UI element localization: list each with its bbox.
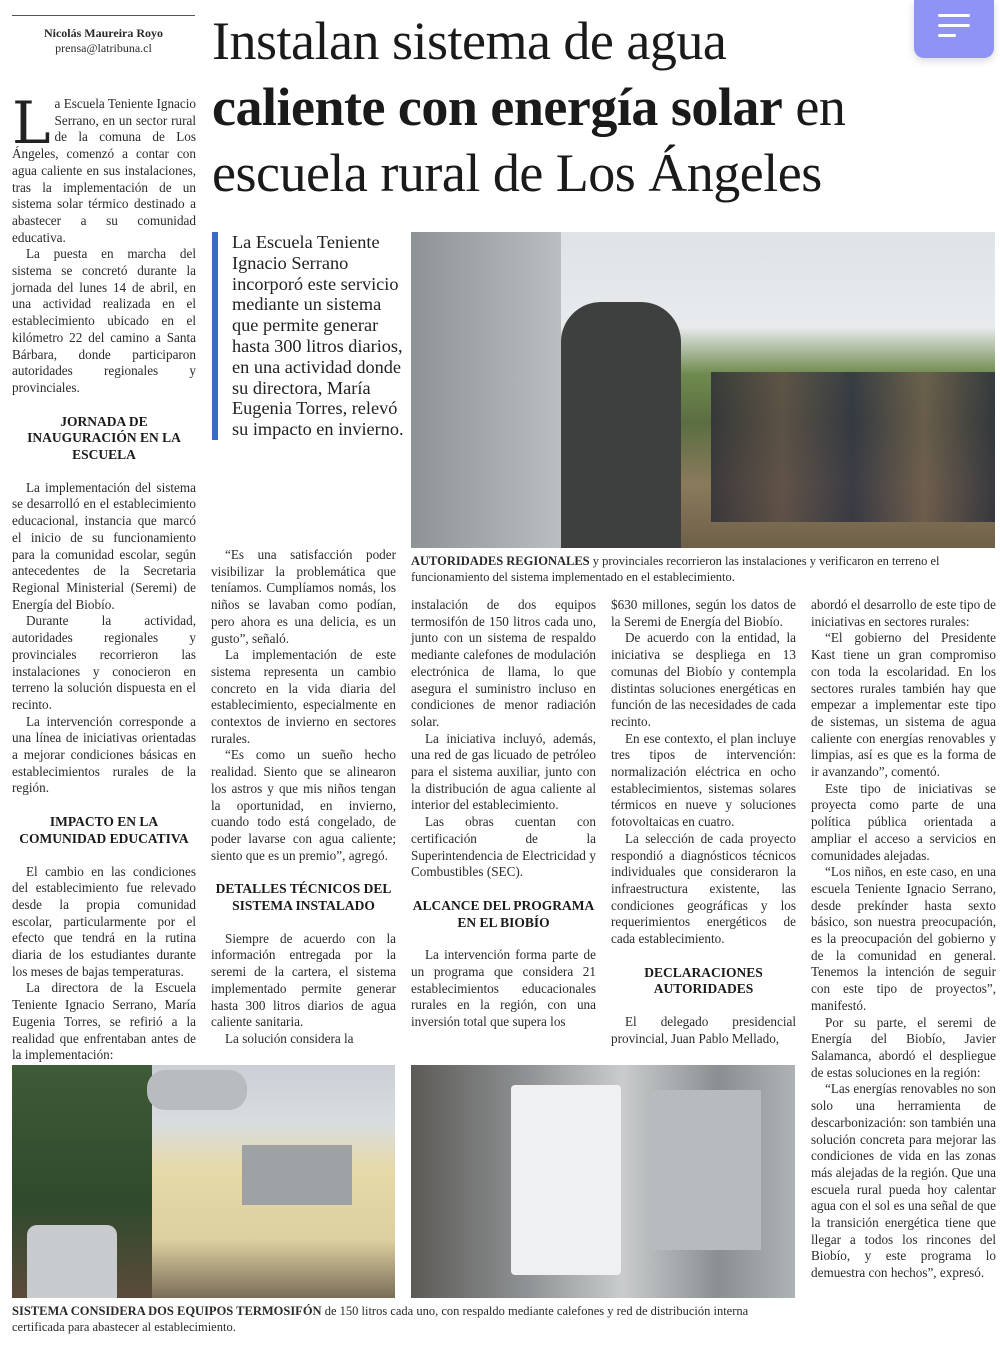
photo-heater-cabinet xyxy=(411,1065,795,1298)
hamburger-menu-icon-line xyxy=(938,34,956,37)
paragraph: La iniciativa incluyó, además, una red de gas licuado de petróleo para el sistema auxiliar, junto con la distribución de agua caliente al interior del establecimiento. xyxy=(411,730,596,813)
paragraph: De acuerdo con la entidad, la iniciativa se despliega en 13 comunas del Biobío y contempla distintas soluciones energéticas en función de las necesidades de cada recinto. xyxy=(611,630,796,729)
paragraph: La implementación del sistema se desarrolló en el establecimiento educacional, instancia que marcó el inicio de su funcionamiento para la comunidad escolar, según antecedentes de la Secretaria Regional Ministerial (Seremi) de Energía del Biobío. xyxy=(12,479,196,612)
author-name: Nicolás Maureira Royo xyxy=(43,26,164,40)
paragraph: La solución considera la xyxy=(225,1030,354,1046)
paragraph: La implementación de este sistema representa un cambio concreto en la vida diaria del establecimiento, especialmente en contextos de invierno en sectores rurales. xyxy=(211,647,396,746)
photo-authorities-inspection xyxy=(411,232,995,548)
person-figure xyxy=(561,302,681,548)
paragraph: La Escuela Teniente Ignacio Serrano, en un sector rural de la comuna de Los Ángeles, comenzó a contar con agua caliente en sus instalaciones, tras la implementación de un sistema solar térmico destinado a abastecer a su comunidad educativa. xyxy=(12,89,196,245)
photo-caption-top: AUTORIDADES REGIONALES y provinciales recorrieron las instalaciones y verificaron en terreno el funcionamiento del sistema implementado en el establecimiento. xyxy=(411,554,940,584)
headline-line-1: Instalan sistema de agua xyxy=(212,11,727,71)
subheading: IMPACTO EN LA COMUNIDAD EDUCATIVA xyxy=(19,814,189,846)
electrical-cabinet xyxy=(411,232,561,548)
headline xyxy=(212,8,992,206)
paragraph: La puesta en marcha del sistema se concretó durante la jornada del lunes 14 de abril, en una actividad realizada en el establecimiento ubicado en el kilómetro 22 del camino a Santa Bárbara, donde participaron autoridades regionales y provinciales. xyxy=(12,246,196,395)
author-email[interactable]: prensa@latribuna.cl xyxy=(55,41,152,55)
paragraph: La selección de cada proyecto respondió a diagnósticos técnicos individuales que consideraron la infraestructura existente, las condiciones geográficas y los requerimientos energéticos de cada establecimiento. xyxy=(611,830,796,947)
headline-line-3: escuela rural de Los Ángeles xyxy=(212,143,822,203)
paragraph: El cambio en las condiciones del establecimiento fue relevado desde la propia comunidad escolar, particularmente por el efecto que tendrá en la rutina diaria de los estudiantes durante los meses de bajas temperaturas. xyxy=(12,863,196,979)
heater-units xyxy=(242,1145,352,1205)
menu-button[interactable] xyxy=(914,0,994,58)
paragraph: En ese contexto, el plan incluye tres tipos de intervención: normalización eléctrica en ocho establecimientos, sistemas solares térmicos en nueve y soluciones fotovoltaicas en cuatro. xyxy=(611,730,796,830)
paragraph: La intervención corresponde a una línea de iniciativas orientadas a mejorar condiciones básicas en establecimientos rurales de la región. xyxy=(12,713,196,796)
paragraph: “Es como un sueño hecho realidad. Siento que se alinearon los astros y que mis niños tengan la oportunidad, en invierno, cuando todo está congelado, de poder lavarse con agua caliente; siento que es un premio”, agregó. xyxy=(211,747,396,863)
headline-line-2-rest: en xyxy=(782,77,846,137)
photo-caption-bottom: SISTEMA CONSIDERA DOS EQUIPOS TERMOSIFÓN de 150 litros cada uno, con respaldo mediante calefones y red de distribución interna certificada para abastecer al establecimiento. xyxy=(12,1304,749,1334)
subheading: JORNADA DE INAUGURACIÓN EN LA ESCUELA xyxy=(27,413,181,463)
column-2 xyxy=(211,547,396,1048)
cabinet-door xyxy=(651,1090,761,1250)
paragraph: Siempre de acuerdo con la información entregada por la seremi de la cartera, el sistema implementado permite generar hasta 300 litros diarios de agua caliente sanitaria. xyxy=(211,930,396,1030)
paragraph: $630 millones, según los datos de la Seremi de Energía del Biobío. xyxy=(611,597,796,629)
subheading: DETALLES TÉCNICOS DEL SISTEMA INSTALADO xyxy=(215,881,392,914)
group-of-people xyxy=(711,372,995,522)
paragraph: La intervención forma parte de un programa que considera 21 establecimientos educacionales rurales en la región, con una inversión total que supera los xyxy=(411,947,596,1030)
water-heater xyxy=(511,1085,621,1275)
hamburger-menu-icon xyxy=(938,14,970,17)
subheading: DECLARACIONES AUTORIDADES xyxy=(644,964,763,997)
column-3 xyxy=(411,597,596,1031)
paragraph: Las obras cuentan con certificación de la Superintendencia de Electricidad y Combustibles (SEC). xyxy=(411,814,596,880)
paragraph: “Los niños, en este caso, en una escuela Teniente Ignacio Serrano, desde prekínder hasta sexto básico, son nuestra preocupación, es la preocupación del gobierno y de la comunidad en general. Tenemos la intención de seguir con este tipo de proyectos”, manifestó. xyxy=(811,864,996,1013)
paragraph: “Es una satisfacción poder visibilizar la problemática que teníamos. Cumplíamos nomás, los niños se lavaban como podían, pero ahora es una delicia, es un gusto”, señaló. xyxy=(211,547,396,646)
paragraph: “El gobierno del Presidente Kast tiene un gran compromiso con toda la escolaridad. En los sectores rurales también hay que empezar a implementar este tipo de sistemas, un sistema de agua caliente con energías renovables y limpias, así es que es la forma de ir avanzando”, comentó. xyxy=(811,630,996,780)
paragraph: Este tipo de iniciativas se proyecta como parte de una política pública orientada a ampliar el acceso a servicios en comunidades alejadas. xyxy=(811,780,996,863)
solar-tanks xyxy=(147,1070,247,1110)
column-4 xyxy=(611,597,796,1048)
column-5 xyxy=(811,597,996,1282)
paragraph: “Las energías renovables no son solo una herramienta de descarbonización: son también una solución concreta para mejorar las condiciones de vida en las zonas más alejadas de la región. Que una escuela rural pueda hoy calentar agua con el sol es una señal de que la transición energética tiene que llegar a todos los rincones del Biobío, y este programa lo demuestra con hechos”, expresó. xyxy=(811,1081,996,1281)
byline xyxy=(12,15,195,56)
water-tank xyxy=(27,1225,117,1298)
paragraph: Por su parte, el seremi de Energía del Biobío, Javier Salamanca, abordó el despliegue de estas soluciones en la región: xyxy=(811,1014,996,1080)
paragraph: La directora de la Escuela Teniente Ignacio Serrano, María Eugenia Torres, se refirió a la realidad que enfrentaban antes de la implementación: xyxy=(12,980,196,1063)
paragraph: Durante la actividad, autoridades regionales y provinciales recorrieron las instalaciones y conocieron en terreno la solución dispuesta en el recinto. xyxy=(12,613,196,712)
pull-quote: La Escuela Teniente Ignacio Serrano incorporó este servicio mediante un sistema que permite generar hasta 300 litros diarios, en una actividad donde su directora, María Eugenia Torres, relevó su impacto en invierno. xyxy=(212,232,410,440)
subheading: ALCANCE DEL PROGRAMA EN EL BIOBÍO xyxy=(412,897,595,930)
column-1 xyxy=(12,89,196,1064)
dropcap: L xyxy=(12,89,51,157)
headline-line-2-bold: caliente con energía solar xyxy=(212,77,783,137)
paragraph: instalación de dos equipos termosifón de 150 litros cada uno, junto con un sistema de respaldo mediante calefones de modulación electrónica de llama, lo que asegura el suministro incluso en condiciones de menor radiación solar. xyxy=(411,597,596,729)
paragraph: abordó el desarrollo de este tipo de iniciativas en sectores rurales: xyxy=(811,597,996,629)
paragraph: El delegado presidencial provincial, Juan Pablo Mellado, xyxy=(611,1014,796,1046)
hamburger-menu-icon-line xyxy=(938,24,970,27)
photo-school-building xyxy=(12,1065,395,1298)
